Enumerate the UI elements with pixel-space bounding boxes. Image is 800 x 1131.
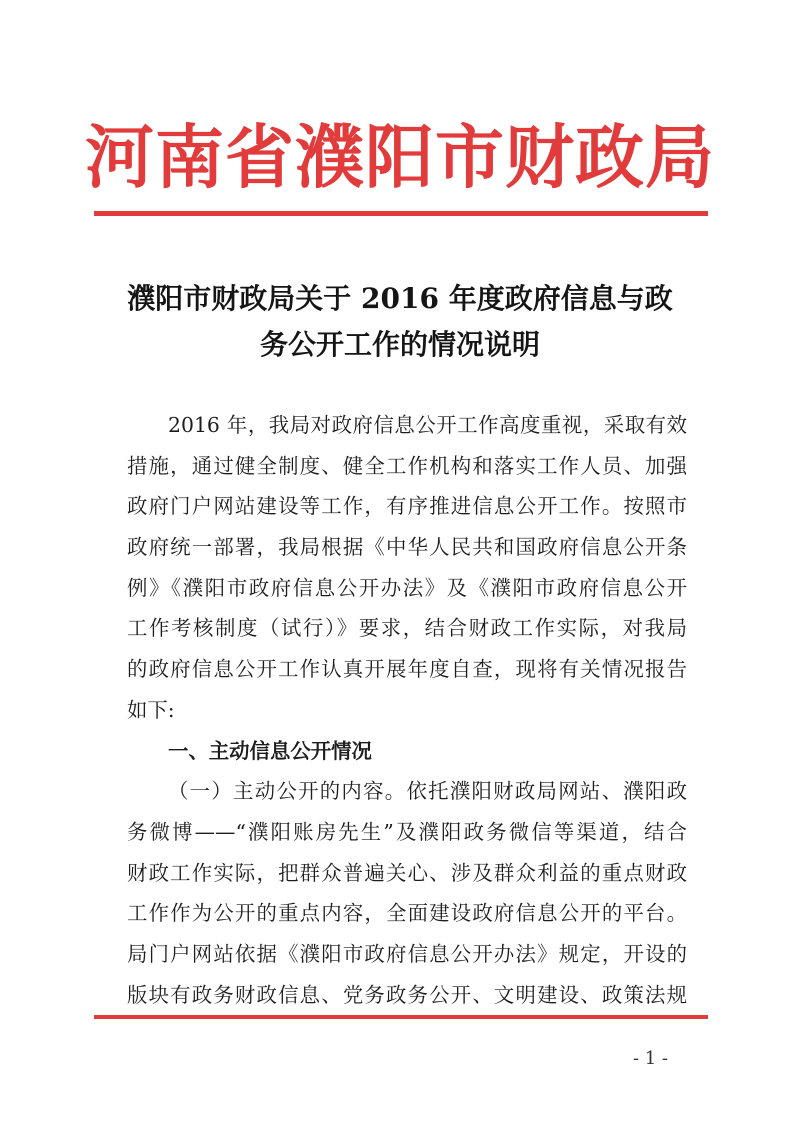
paragraph-line: 局门户网站依据《濮阳市政府信息公开办法》规定，开设的 (127, 941, 687, 966)
paragraph-line: 版块有政务财政信息、党务政务公开、文明建设、政策法规 (127, 982, 687, 1007)
paragraph-line: 如下: (127, 697, 175, 722)
title-line: 濮阳市财政局关于 2016 年度政府信息与政 (127, 282, 673, 315)
paragraph-line: 财政工作实际，把群众普遍关心、涉及群众利益的重点财政 (127, 860, 687, 885)
paragraph-line: 政府统一部署，我局根据《中华人民共和国政府信息公开条 (127, 535, 687, 560)
paragraph-line: 政府门户网站建设等工作，有序推进信息公开工作。按照市 (127, 494, 687, 519)
paragraph-line: 例》《濮阳市政府信息公开办法》及《濮阳市政府信息公开 (127, 575, 687, 600)
letterhead-divider (94, 211, 708, 216)
document-title (0, 276, 800, 368)
paragraph-line: 措施，通过健全制度、健全工作机构和落实工作人员、加强 (127, 453, 687, 478)
paragraph-line: 务微博——“濮阳账房先生”及濮阳政务微信等渠道，结合 (127, 819, 687, 844)
page-number: - 1 - (632, 1048, 668, 1069)
paragraph-line: （一）主动公开的内容。依托濮阳财政局网站、濮阳政 (168, 779, 687, 804)
letterhead-organization: 河南省濮阳市财政局 (85, 118, 715, 198)
paragraph-line: 工作作为公开的重点内容，全面建设政府信息公开的平台。 (127, 901, 687, 926)
paragraph-line: 2016 年，我局对政府信息公开工作高度重视，采取有效 (168, 413, 687, 437)
footer-divider (94, 1015, 708, 1019)
paragraph-line: 的政府信息公开工作认真开展年度自查，现将有关情况报告 (127, 657, 687, 682)
paragraph-line: 工作考核制度（试行）》要求，结合财政工作实际，对我局 (127, 616, 687, 641)
document-body (127, 405, 687, 1015)
title-line: 务公开工作的情况说明 (259, 328, 540, 361)
section-heading: 一、主动信息公开情况 (168, 738, 372, 763)
